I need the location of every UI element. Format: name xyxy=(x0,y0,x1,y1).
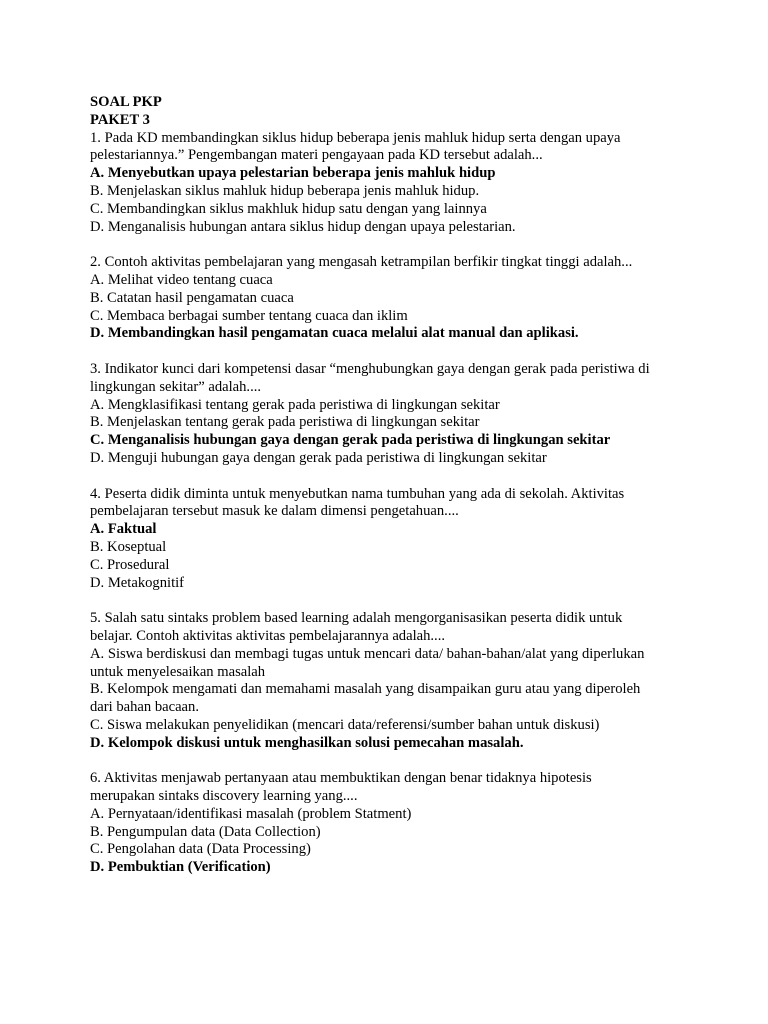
answer-option: B. Menjelaskan siklus mahluk hidup beberapa jenis mahluk hidup. xyxy=(90,182,480,199)
answer-option-correct: D. Membandingkan hasil pengamatan cuaca melalui alat manual dan aplikasi. xyxy=(90,325,579,342)
answer-option: C. Membandingkan siklus makhluk hidup satu dengan yang lainnya xyxy=(90,200,487,217)
question-block xyxy=(90,130,690,237)
answer-option-correct: A. Faktual xyxy=(90,521,157,538)
answer-option: A. Mengklasifikasi tentang gerak pada peristiwa di lingkungan sekitar xyxy=(90,396,500,413)
answer-option: B. Menjelaskan tentang gerak pada peristiwa di lingkungan sekitar xyxy=(90,414,480,431)
answer-option: C. Siswa melakukan penyelidikan (mencari data/referensi/sumber bahan untuk diskusi) xyxy=(90,716,600,733)
question-spacer xyxy=(90,592,690,610)
question-block xyxy=(90,254,690,343)
question-block xyxy=(90,610,690,752)
question-stem-line: 3. Indikator kunci dari kompetensi dasar “menghubungkan gaya dengan gerak pada peristiwa di xyxy=(90,360,650,377)
document-title: SOAL PKP xyxy=(90,94,162,110)
answer-option: untuk menyelesaikan masalah xyxy=(90,663,266,680)
question-stem-line: 4. Peserta didik diminta untuk menyebutkan nama tumbuhan yang ada di sekolah. Aktivitas xyxy=(90,485,625,502)
question-stem-line: 2. Contoh aktivitas pembelajaran yang mengasah ketrampilan berfikir tingkat tinggi adalah... xyxy=(90,254,633,271)
question-stem-line: merupakan sintaks discovery learning yang.... xyxy=(90,788,358,805)
answer-option: B. Catatan hasil pengamatan cuaca xyxy=(90,289,294,306)
answer-option: B. Kelompok mengamati dan memahami masalah yang disampaikan guru atau yang diperoleh xyxy=(90,681,641,698)
question-stem-line: 1. Pada KD membandingkan siklus hidup beberapa jenis mahluk hidup serta dengan upaya xyxy=(90,129,621,146)
answer-option: D. Menguji hubungan gaya dengan gerak pada peristiwa di lingkungan sekitar xyxy=(90,449,547,466)
paket-label: PAKET 3 xyxy=(90,111,150,128)
question-stem-line: pembelajaran tersebut masuk ke dalam dimensi pengetahuan.... xyxy=(90,503,459,520)
question-block xyxy=(90,361,690,468)
question-spacer xyxy=(90,752,690,770)
answer-option: A. Pernyataan/identifikasi masalah (problem Statment) xyxy=(90,805,412,822)
answer-option: A. Melihat video tentang cuaca xyxy=(90,271,273,288)
answer-option: A. Siswa berdiskusi dan membagi tugas untuk mencari data/ bahan-bahan/alat yang diperlukan xyxy=(90,645,645,662)
answer-option: C. Prosedural xyxy=(90,556,170,573)
answer-option: C. Membaca berbagai sumber tentang cuaca dan iklim xyxy=(90,307,408,324)
question-block xyxy=(90,770,690,877)
question-stem-line: 5. Salah satu sintaks problem based learning adalah mengorganisasikan peserta didik untuk xyxy=(90,610,623,627)
answer-option-correct: C. Menganalisis hubungan gaya dengan gerak pada peristiwa di lingkungan sekitar xyxy=(90,432,611,449)
answer-option-correct: D. Pembuktian (Verification) xyxy=(90,859,271,876)
answer-option-correct: A. Menyebutkan upaya pelestarian beberapa jenis mahluk hidup xyxy=(90,165,496,182)
answer-option: B. Koseptual xyxy=(90,538,167,555)
question-stem-line: 6. Aktivitas menjawab pertanyaan atau membuktikan dengan benar tidaknya hipotesis xyxy=(90,770,592,787)
question-stem-line: belajar. Contoh aktivitas aktivitas pembelajarannya adalah.... xyxy=(90,627,445,644)
answer-option-correct: D. Kelompok diskusi untuk menghasilkan solusi pemecahan masalah. xyxy=(90,734,524,751)
question-spacer xyxy=(90,343,690,361)
question-spacer xyxy=(90,236,690,254)
question-stem-line: pelestariannya.” Pengembangan materi pengayaan pada KD tersebut adalah... xyxy=(90,147,543,164)
question-block xyxy=(90,486,690,593)
question-stem-line: lingkungan sekitar” adalah.... xyxy=(90,378,262,395)
question-spacer xyxy=(90,468,690,486)
answer-option: D. Menganalisis hubungan antara siklus hidup dengan upaya pelestarian. xyxy=(90,218,516,235)
answer-option: dari bahan bacaan. xyxy=(90,699,199,716)
answer-option: B. Pengumpulan data (Data Collection) xyxy=(90,823,321,840)
document-page xyxy=(90,94,690,877)
question-list xyxy=(90,130,690,877)
answer-option: D. Metakognitif xyxy=(90,574,185,591)
answer-option: C. Pengolahan data (Data Processing) xyxy=(90,841,311,858)
